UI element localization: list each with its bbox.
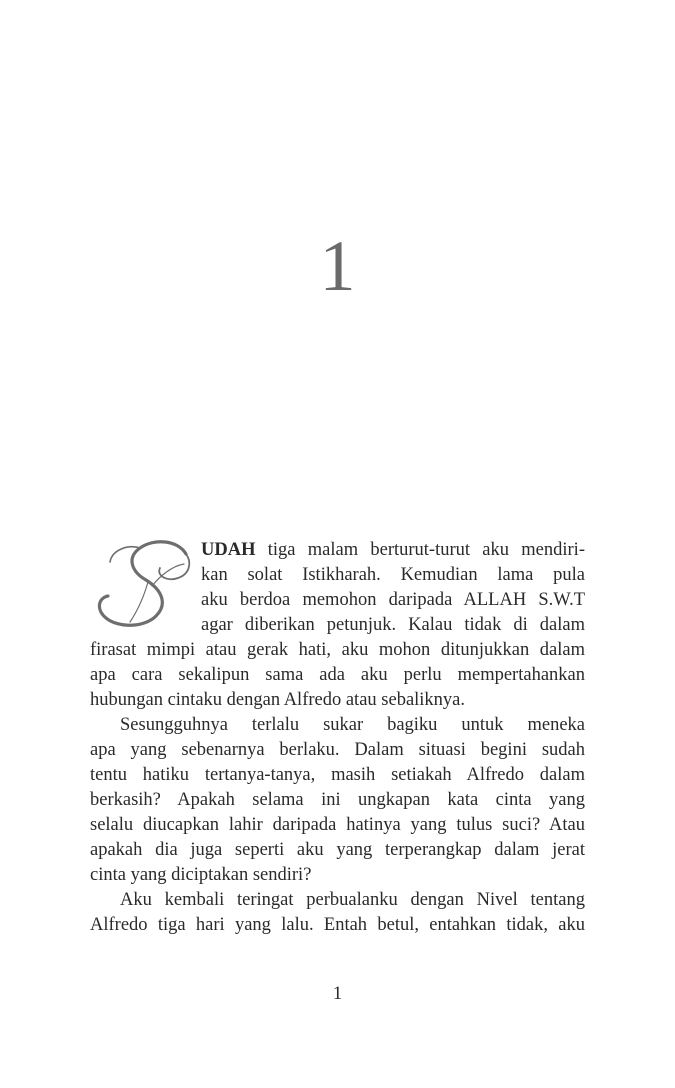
text-line: hubungan cintaku dengan Alfredo atau sebaliknya. [90, 690, 466, 710]
text-line: firasat mimpi atau gerak hati, aku mohon ditunjukkan dalam [90, 640, 585, 660]
page-number: 1 [332, 983, 343, 1004]
opening-word: UDAH [201, 540, 256, 560]
text-line [201, 538, 585, 563]
text-line-content: tiga malam berturut-turut aku mendiri- [255, 540, 585, 560]
text-line: tentu hatiku tertanya-tanya, masih setiakah Alfredo dalam [90, 765, 585, 785]
text-line: Sesungguhnya terlalu sukar bagiku untuk meneka [120, 715, 585, 735]
drop-cap-flourish-icon [90, 536, 200, 632]
drop-cap-s [90, 536, 200, 632]
text-line: apa yang sebenarnya berlaku. Dalam situasi begini sudah [90, 740, 585, 760]
text-line: agar diberikan petunjuk. Kalau tidak di dalam [201, 615, 585, 635]
chapter-number: 1 [319, 226, 356, 306]
text-line: aku berdoa memohon daripada ALLAH S.W.T [201, 590, 585, 610]
text-line: kan solat Istikharah. Kemudian lama pula [201, 565, 585, 585]
text-line: selalu diucapkan lahir daripada hatinya yang tulus suci? Atau [90, 815, 585, 835]
text-line: apakah dia juga seperti aku yang terperangkap dalam jerat [90, 840, 585, 860]
text-line: Aku kembali teringat perbualanku dengan Nivel tentang [120, 890, 585, 910]
text-line: berkasih? Apakah selama ini ungkapan kata cinta yang [90, 790, 585, 810]
text-line: Alfredo tiga hari yang lalu. Entah betul, entahkan tidak, aku [90, 915, 585, 935]
text-line: apa cara sekalipun sama ada aku perlu mempertahankan [90, 665, 585, 685]
text-line: cinta yang diciptakan sendiri? [90, 865, 312, 885]
